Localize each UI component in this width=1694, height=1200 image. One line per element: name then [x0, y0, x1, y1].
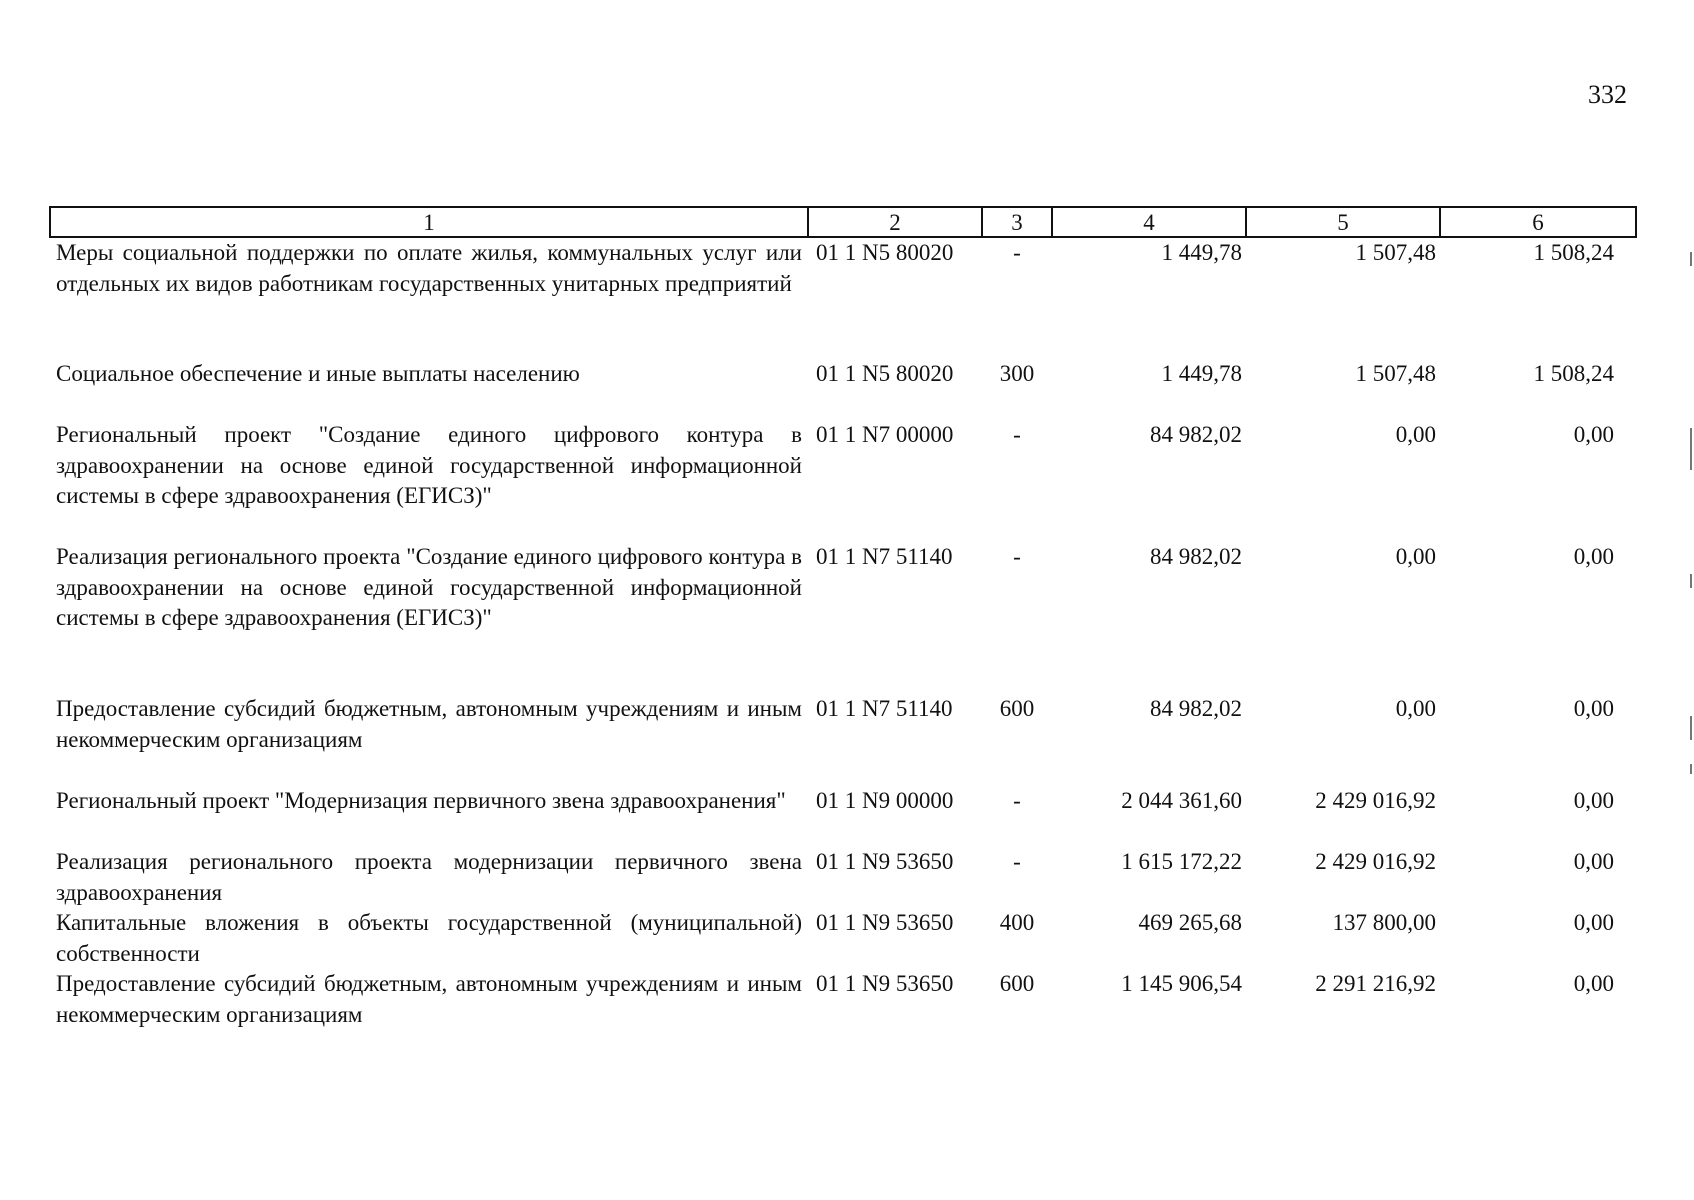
table-body [50, 237, 1636, 1030]
row-value-5: 2 429 016,92 [1315, 849, 1436, 874]
header-cell-6: 6 [1440, 207, 1636, 237]
row-name: Реализация регионального проекта модернизации первичного звена здравоохранения [56, 849, 802, 905]
header-row [50, 207, 1636, 237]
row-value-5: 0,00 [1395, 696, 1436, 721]
row-name: Предоставление субсидий бюджетным, автономным учреждениям и иным некоммерческим организациям [56, 696, 802, 752]
row-code: 01 1 N5 80020 [816, 361, 954, 386]
scan-edge-mark [1690, 252, 1692, 266]
row-code: 01 1 N9 53650 [816, 910, 954, 935]
row-expense-type: 300 [999, 361, 1035, 386]
row-value-4: 84 982,02 [1150, 422, 1242, 447]
row-expense-type: - [1013, 788, 1021, 813]
header-cell-3: 3 [982, 207, 1052, 237]
table-row [50, 847, 1636, 908]
row-code: 01 1 N7 00000 [816, 422, 954, 447]
scan-edge-mark [1690, 428, 1692, 470]
row-value-5: 2 429 016,92 [1315, 788, 1436, 813]
table-row [50, 694, 1636, 786]
row-name: Региональный проект "Модернизация первичного звена здравоохранения" [56, 788, 786, 813]
table-row [50, 542, 1636, 694]
row-expense-type: 600 [999, 696, 1035, 721]
row-value-6: 0,00 [1573, 422, 1614, 447]
row-expense-type: - [1013, 849, 1021, 874]
budget-table [49, 206, 1637, 1030]
table-row [50, 420, 1636, 542]
row-value-6: 0,00 [1573, 910, 1614, 935]
row-value-6: 0,00 [1573, 971, 1614, 996]
row-expense-type: - [1013, 544, 1021, 569]
row-value-5: 0,00 [1395, 544, 1436, 569]
row-code: 01 1 N7 51140 [816, 544, 953, 569]
table-row [50, 969, 1636, 1030]
table-header [50, 207, 1636, 237]
row-code: 01 1 N7 51140 [816, 696, 953, 721]
header-cell-5: 5 [1246, 207, 1440, 237]
row-name: Социальное обеспечение и иные выплаты населению [56, 361, 580, 386]
row-value-4: 84 982,02 [1150, 544, 1242, 569]
scan-edge-mark [1690, 764, 1692, 774]
table-row [50, 786, 1636, 847]
row-name: Капитальные вложения в объекты государственной (муниципальной) собственности [56, 910, 802, 966]
row-value-4: 469 265,68 [1138, 910, 1242, 935]
row-name: Меры социальной поддержки по оплате жилья, коммунальных услуг или отдельных их видов работникам государственных унитарных предприятий [56, 240, 802, 296]
header-cell-1: 1 [50, 207, 808, 237]
row-value-6: 0,00 [1573, 696, 1614, 721]
row-name: Реализация регионального проекта "Создание единого цифрового контура в здравоохранении на основе единой государственной информационной системы в сфере здравоохранения (ЕГИСЗ)" [56, 544, 802, 630]
row-value-6: 1 508,24 [1533, 361, 1614, 386]
row-code: 01 1 N9 00000 [816, 788, 954, 813]
row-value-4: 1 615 172,22 [1121, 849, 1242, 874]
row-value-6: 0,00 [1573, 544, 1614, 569]
row-value-4: 1 145 906,54 [1121, 971, 1242, 996]
row-value-6: 0,00 [1573, 788, 1614, 813]
row-code: 01 1 N9 53650 [816, 849, 954, 874]
table-row [50, 359, 1636, 420]
row-code: 01 1 N5 80020 [816, 240, 954, 265]
row-name: Предоставление субсидий бюджетным, автономным учреждениям и иным некоммерческим организациям [56, 971, 802, 1027]
header-cell-2: 2 [808, 207, 982, 237]
row-value-5: 137 800,00 [1332, 910, 1436, 935]
row-value-4: 1 449,78 [1161, 361, 1242, 386]
row-value-6: 1 508,24 [1533, 240, 1614, 265]
page-number: 332 [1588, 80, 1627, 109]
row-expense-type: 600 [999, 971, 1035, 996]
row-value-4: 2 044 361,60 [1121, 788, 1242, 813]
header-cell-4: 4 [1052, 207, 1246, 237]
table-row [50, 908, 1636, 969]
row-expense-type: - [1013, 240, 1021, 265]
scan-edge-mark [1690, 716, 1692, 740]
row-value-6: 0,00 [1573, 849, 1614, 874]
row-value-5: 1 507,48 [1355, 240, 1436, 265]
row-value-5: 0,00 [1395, 422, 1436, 447]
row-name: Региональный проект "Создание единого цифрового контура в здравоохранении на основе единой государственной информационной системы в сфере здравоохранения (ЕГИСЗ)" [56, 422, 802, 508]
row-value-5: 2 291 216,92 [1315, 971, 1436, 996]
table-row [50, 237, 1636, 359]
row-value-4: 1 449,78 [1161, 240, 1242, 265]
row-expense-type: - [1013, 422, 1021, 447]
row-code: 01 1 N9 53650 [816, 971, 954, 996]
scan-edge-mark [1690, 574, 1692, 588]
row-value-5: 1 507,48 [1355, 361, 1436, 386]
row-value-4: 84 982,02 [1150, 696, 1242, 721]
row-expense-type: 400 [999, 910, 1035, 935]
